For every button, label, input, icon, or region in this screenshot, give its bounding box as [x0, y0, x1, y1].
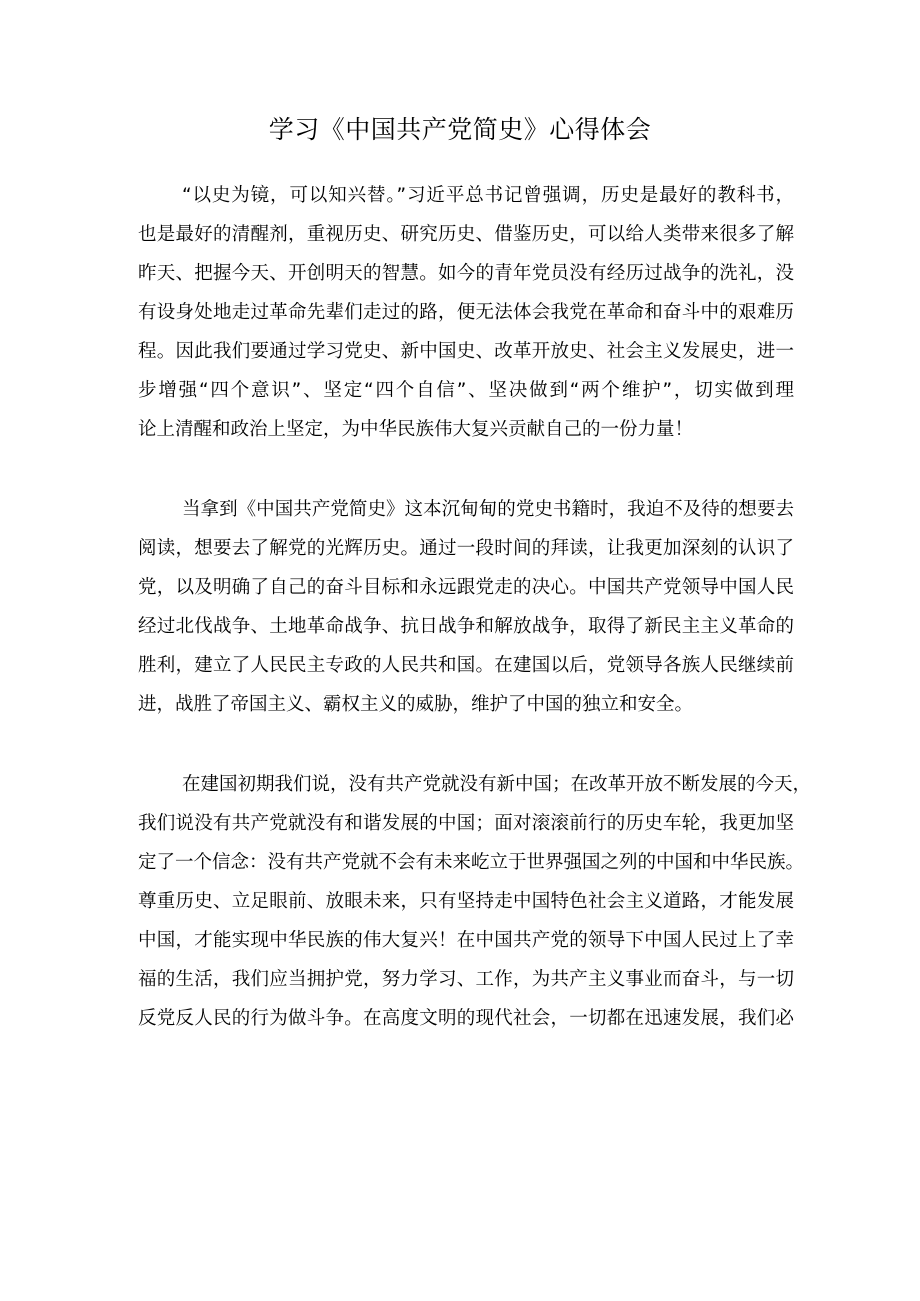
paragraph-line: 有设身处地走过革命先辈们走过的路，便无法体会我党在革命和奋斗中的艰难历 — [138, 302, 794, 323]
paragraph-line: 也是最好的清醒剂，重视历史、研究历史、借鉴历史，可以给人类带来很多了解 — [138, 224, 794, 245]
paragraph-line: 昨天、把握今天、开创明天的智慧。如今的青年党员没有经历过战争的洗礼，没 — [138, 263, 794, 284]
paragraph-line: 进，战胜了帝国主义、霸权主义的威胁，维护了中国的独立和安全。 — [138, 694, 694, 715]
paragraph-line: 胜利，建立了人民民主专政的人民共和国。在建国以后，党领导各族人民继续前 — [138, 655, 794, 676]
paragraph-3 — [138, 765, 812, 1038]
paragraph-line: 定了一个信念：没有共产党就不会有未来屹立于世界强国之列的中国和中华民族。 — [138, 852, 805, 873]
paragraph-line: 党，以及明确了自己的奋斗目标和永远跟党走的决心。中国共产党领导中国人民 — [138, 577, 794, 598]
paragraph-line: 我们说没有共产党就没有和谐发展的中国；面对滚滚前行的历史车轮，我更加坚 — [138, 813, 794, 834]
paragraph-line: 在建国初期我们说，没有共产党就没有新中国；在改革开放不断发展的今天， — [182, 774, 812, 795]
paragraph-1 — [138, 176, 794, 449]
paragraph-line: “以史为镜，可以知兴替。”习近平总书记曾强调，历史是最好的教科书， — [182, 185, 794, 206]
paragraph-line: 阅读，想要去了解党的光辉历史。通过一段时间的拜读，让我更加深刻的认识了 — [138, 538, 794, 559]
paragraph-line: 中国，才能实现中华民族的伟大复兴！在中国共产党的领导下中国人民过上了幸 — [138, 930, 794, 951]
paragraph-2 — [138, 490, 794, 724]
paragraph-line: 步增强“四个意识”、坚定“四个自信”、坚决做到“两个维护”，切实做到理 — [138, 380, 794, 401]
document-body — [138, 176, 812, 1079]
paragraph-line: 反党反人民的行为做斗争。在高度文明的现代社会，一切都在迅速发展，我们必 — [138, 1008, 794, 1029]
document-title: 学习《中国共产党简史》心得体会 — [268, 115, 652, 144]
paragraph-line: 福的生活，我们应当拥护党，努力学习、工作，为共产主义事业而奋斗，与一切 — [138, 969, 794, 990]
paragraph-line: 程。因此我们要通过学习党史、新中国史、改革开放史、社会主义发展史，进一 — [138, 341, 794, 362]
paragraph-line: 尊重历史、立足眼前、放眼未来，只有坚持走中国特色社会主义道路，才能发展 — [138, 891, 794, 912]
paragraph-line: 经过北伐战争、土地革命战争、抗日战争和解放战争，取得了新民主主义革命的 — [138, 616, 794, 637]
paragraph-line: 论上清醒和政治上坚定，为中华民族伟大复兴贡献自己的一份力量！ — [138, 419, 694, 440]
paragraph-line: 当拿到《中国共产党简史》这本沉甸甸的党史书籍时，我迫不及待的想要去 — [182, 499, 794, 520]
